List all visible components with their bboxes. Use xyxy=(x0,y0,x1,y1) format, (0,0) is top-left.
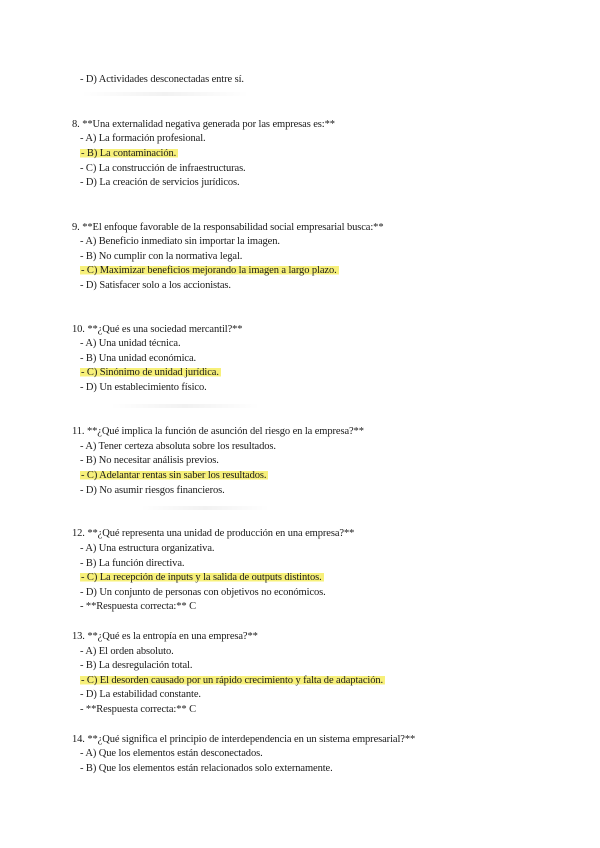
q11-option-a: - A) Tener certeza absoluta sobre los resultados. xyxy=(80,441,276,452)
answer-highlight: - C) Adelantar rentas sin saber los resultados. xyxy=(81,470,267,481)
question-11: 11. **¿Qué implica la función de asunción del riesgo en la empresa?** xyxy=(72,426,364,437)
answer-highlight: - C) La recepción de inputs y la salida de outputs distintos. xyxy=(81,572,322,583)
q8-option-b-highlighted xyxy=(80,147,178,160)
scan-smudge xyxy=(110,404,260,408)
q14-option-b: - B) Que los elementos están relacionados solo externamente. xyxy=(80,763,333,774)
q12-option-c-highlighted xyxy=(80,571,324,584)
q9-option-c-highlighted xyxy=(80,264,339,277)
option-line: - D) Actividades desconectadas entre sí. xyxy=(80,74,244,85)
q11-option-d: - D) No asumir riesgos financieros. xyxy=(80,485,225,496)
q13-option-d: - D) La estabilidad constante. xyxy=(80,689,201,700)
scan-smudge xyxy=(80,92,250,96)
answer-highlight: - B) La contaminación. xyxy=(81,148,177,159)
q10-option-a: - A) Una unidad técnica. xyxy=(80,338,181,349)
q13-correct-answer: - **Respuesta correcta:** C xyxy=(80,704,196,715)
q8-option-d: - D) La creación de servicios jurídicos. xyxy=(80,177,240,188)
q11-option-b: - B) No necesitar análisis previos. xyxy=(80,455,219,466)
q9-option-a: - A) Beneficio inmediato sin importar la imagen. xyxy=(80,236,280,247)
answer-highlight: - C) Maximizar beneficios mejorando la imagen a largo plazo. xyxy=(81,265,337,276)
q9-option-d: - D) Satisfacer solo a los accionistas. xyxy=(80,280,231,291)
q9-option-b: - B) No cumplir con la normativa legal. xyxy=(80,251,243,262)
q12-correct-answer: - **Respuesta correcta:** C xyxy=(80,601,196,612)
question-14: 14. **¿Qué significa el principio de interdependencia en un sistema empresarial?** xyxy=(72,734,416,745)
q10-option-b: - B) Una unidad económica. xyxy=(80,353,197,364)
q11-option-c-highlighted xyxy=(80,469,268,482)
question-8: 8. **Una externalidad negativa generada por las empresas es:** xyxy=(72,119,335,130)
question-13: 13. **¿Qué es la entropía en una empresa?** xyxy=(72,631,258,642)
q13-option-a: - A) El orden absoluto. xyxy=(80,646,174,657)
q8-option-c: - C) La construcción de infraestructuras. xyxy=(80,163,246,174)
question-9: 9. **El enfoque favorable de la responsabilidad social empresarial busca:** xyxy=(72,222,384,233)
question-12: 12. **¿Qué representa una unidad de producción en una empresa?** xyxy=(72,528,355,539)
q10-option-d: - D) Un establecimiento físico. xyxy=(80,382,207,393)
q8-option-a: - A) La formación profesional. xyxy=(80,133,206,144)
q13-option-c-highlighted xyxy=(80,674,385,687)
q12-option-a: - A) Una estructura organizativa. xyxy=(80,543,215,554)
q14-option-a: - A) Que los elementos están desconectados. xyxy=(80,748,263,759)
q10-option-c-highlighted xyxy=(80,366,221,379)
question-10: 10. **¿Qué es una sociedad mercantil?** xyxy=(72,324,243,335)
q13-option-b: - B) La desregulación total. xyxy=(80,660,193,671)
q12-option-b: - B) La función directiva. xyxy=(80,558,185,569)
scan-smudge xyxy=(140,506,270,510)
answer-highlight: - C) Sinónimo de unidad jurídica. xyxy=(81,367,219,378)
answer-highlight: - C) El desorden causado por un rápido crecimiento y falta de adaptación. xyxy=(81,675,384,686)
q12-option-d: - D) Un conjunto de personas con objetivos no económicos. xyxy=(80,587,326,598)
